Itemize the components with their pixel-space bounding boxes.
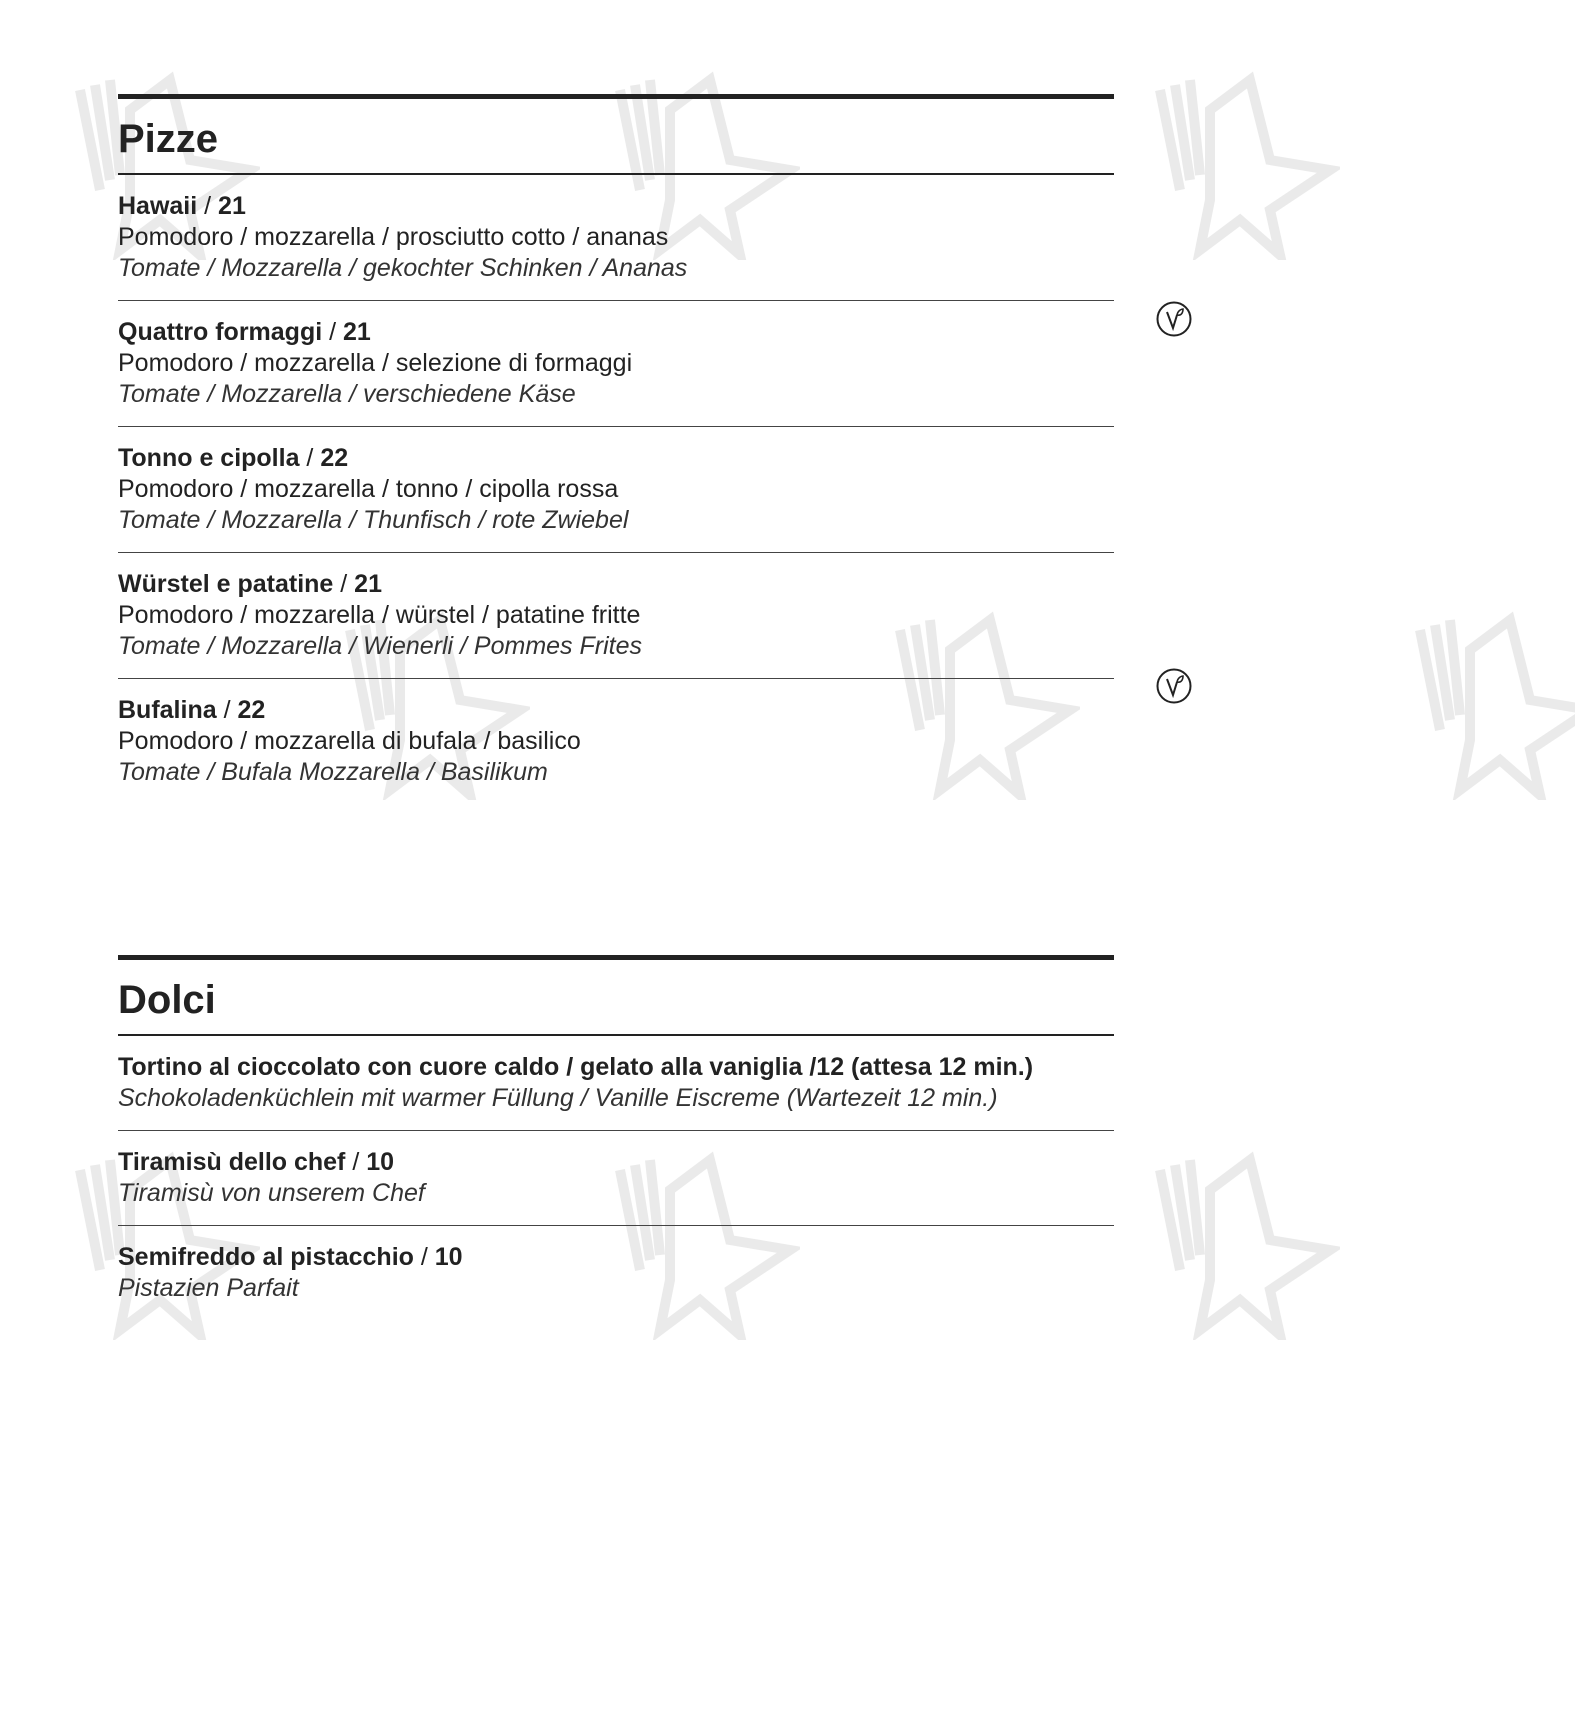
menu-item-header: Tonno e cipolla / 22: [118, 444, 349, 472]
menu-item-description-italian: Pomodoro / mozzarella di bufala / basilico: [118, 727, 581, 755]
menu-item-price: 10: [366, 1148, 395, 1176]
menu-item-description-italian: Pomodoro / mozzarella / tonno / cipolla rossa: [118, 475, 619, 503]
menu-item-description-german: Tiramisù von unserem Chef: [118, 1179, 425, 1207]
menu-item-name: Würstel e patatine: [118, 570, 334, 598]
menu-section-pizze: [118, 94, 1114, 804]
menu-item-price: 21: [218, 192, 246, 220]
menu-item: [118, 1131, 1114, 1226]
menu-item-description-german: Pistazien Parfait: [118, 1274, 299, 1302]
menu-item: [118, 1036, 1114, 1131]
menu-item-name: Tiramisù dello chef: [118, 1148, 346, 1176]
menu-item-price: 21: [354, 570, 382, 598]
menu-item-name: Tonno e cipolla: [118, 444, 300, 472]
menu-item-name: Bufalina: [118, 696, 217, 724]
vegetarian-icon: [1156, 668, 1192, 704]
menu-item-header: Tiramisù dello chef / 10: [118, 1148, 395, 1176]
menu-item-description-german: Tomate / Mozzarella / verschiedene Käse: [118, 380, 576, 408]
menu-section-dolci: [118, 955, 1114, 1320]
menu-item-description-german: Tomate / Mozzarella / Wienerli / Pommes Frites: [118, 632, 642, 660]
menu-item: [118, 679, 1114, 804]
menu-item-header: Semifreddo al pistacchio / 10: [118, 1243, 463, 1271]
menu-item: [118, 1226, 1114, 1320]
menu-item-price: 22: [320, 444, 349, 472]
menu-item-description-german: Tomate / Mozzarella / Thunfisch / rote Zwiebel: [118, 506, 629, 534]
watermark-logo: [1140, 1150, 1500, 1480]
menu-item-name: Hawaii: [118, 192, 198, 220]
menu-item: [118, 301, 1114, 427]
section-title: Dolci: [118, 978, 216, 1022]
menu-item-description-italian: Pomodoro / mozzarella / prosciutto cotto / ananas: [118, 223, 669, 251]
menu-item-description-italian: Pomodoro / mozzarella / würstel / patatine fritte: [118, 601, 641, 629]
vegetarian-icon: [1156, 301, 1192, 337]
menu-item-header: Quattro formaggi / 21: [118, 318, 371, 346]
menu-item-price: 21: [343, 318, 371, 346]
menu-item: [118, 553, 1114, 679]
menu-item-name: Quattro formaggi: [118, 318, 323, 346]
watermark-logo: [1400, 610, 1575, 940]
menu-item: [118, 175, 1114, 301]
menu-item: [118, 427, 1114, 553]
menu-item-header: Bufalina / 22: [118, 696, 266, 724]
menu-item-description-german: Tomate / Mozzarella / gekochter Schinken / Ananas: [118, 254, 688, 282]
menu-item-name: Semifreddo al pistacchio: [118, 1243, 414, 1271]
menu-item-description-german: Tomate / Bufala Mozzarella / Basilikum: [118, 758, 548, 786]
menu-item-header: Hawaii / 21: [118, 192, 246, 220]
menu-item-price: 22: [237, 696, 266, 724]
watermark-logo: [1140, 70, 1500, 400]
menu-item-description-german: Schokoladenküchlein mit warmer Füllung / Vanille Eiscreme (Wartezeit 12 min.): [118, 1084, 998, 1112]
menu-item-header: Würstel e patatine / 21: [118, 570, 382, 598]
section-title: Pizze: [118, 117, 219, 161]
menu-item-price: 10: [434, 1243, 463, 1271]
menu-item-name: Tortino al cioccolato con cuore caldo / gelato alla vaniglia /12 (attesa 12 min.): [118, 1053, 1034, 1081]
menu-item-description-italian: Pomodoro / mozzarella / selezione di formaggi: [118, 349, 633, 377]
